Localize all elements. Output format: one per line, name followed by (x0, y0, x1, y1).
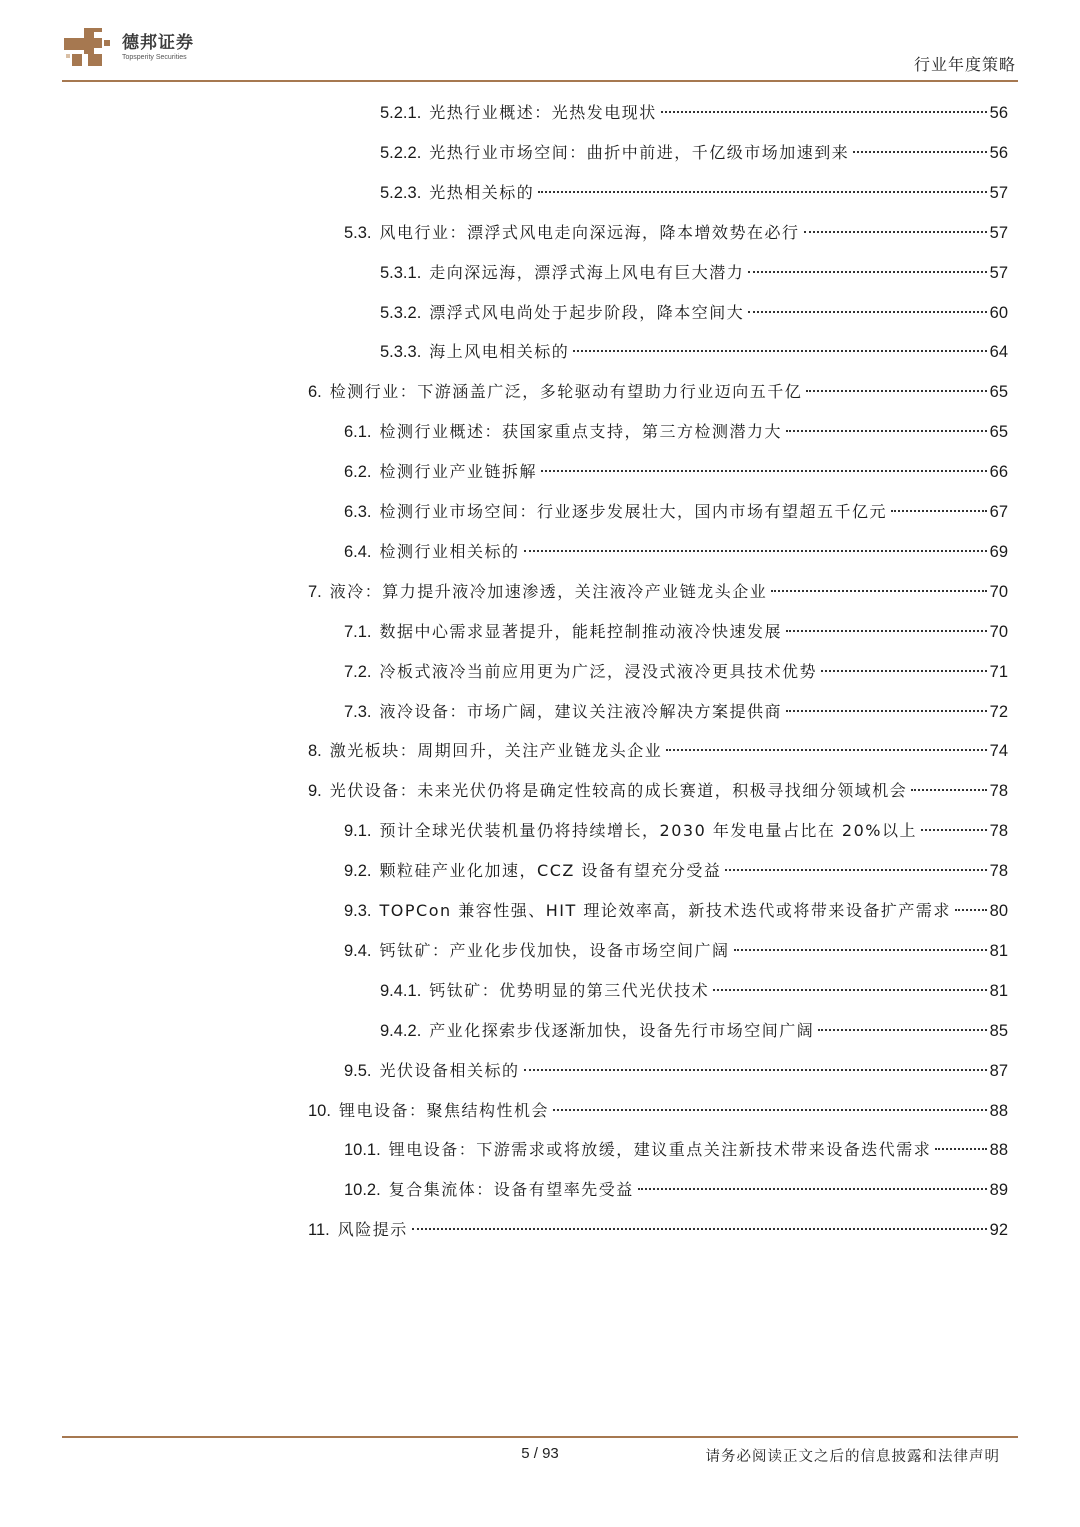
toc-entry-page: 56 (989, 104, 1008, 122)
toc-entry-number: 9.5. (344, 1061, 372, 1080)
logo-name-cn: 德邦证券 (122, 32, 194, 53)
toc-dot-leader (821, 670, 987, 672)
toc-entry-title: 激光板块：周期回升，关注产业链龙头企业 (329, 741, 663, 761)
toc-entry-title: 液冷设备：市场广阔，建议关注液冷解决方案提供商 (379, 701, 783, 721)
toc-entry-number: 5.2.1. (380, 104, 422, 122)
toc-entry-title: 光热相关标的 (429, 182, 535, 202)
toc-entry-title: 检测行业相关标的 (379, 541, 520, 561)
toc-entry-number: 6.2. (344, 463, 372, 482)
toc-entry[interactable] (380, 978, 1008, 1004)
toc-entry-page: 87 (989, 1061, 1008, 1080)
toc-dot-leader (911, 789, 986, 791)
toc-entry-number: 5.2.2. (380, 143, 422, 162)
toc-entry-title: 风电行业：漂浮式风电走向深远海，降本增效势在必行 (379, 222, 800, 242)
toc-dot-leader (891, 510, 987, 512)
toc-entry-page: 60 (989, 303, 1008, 322)
toc-entry-number: 9.3. (344, 902, 372, 920)
toc-dot-leader (771, 590, 986, 592)
toc-entry-page: 78 (989, 822, 1008, 841)
toc-entry-page: 74 (989, 742, 1008, 761)
toc-entry-title: 光伏设备：未来光伏仍将是确定性较高的成长赛道，积极寻找细分领域机会 (329, 781, 908, 801)
toc-entry-number: 10.1. (344, 1141, 381, 1160)
toc-dot-leader (806, 390, 986, 392)
toc-dot-leader (734, 949, 987, 951)
toc-entry[interactable] (344, 619, 1008, 645)
toc-entry-number: 6.1. (344, 423, 372, 442)
toc-dot-leader (553, 1109, 987, 1111)
toc-entry[interactable] (344, 818, 1008, 844)
toc-entry[interactable] (380, 339, 1008, 365)
toc-entry-page: 70 (989, 582, 1008, 601)
toc-entry[interactable] (380, 1018, 1008, 1044)
toc-entry-page: 78 (989, 782, 1008, 801)
toc-entry[interactable] (344, 1137, 1008, 1163)
toc-dot-leader (804, 231, 987, 233)
toc-entry-title: 检测行业产业链拆解 (379, 462, 538, 482)
toc-entry-page: 56 (989, 143, 1008, 162)
toc-entry[interactable] (344, 659, 1008, 685)
toc-entry[interactable] (308, 738, 1008, 764)
toc-entry-number: 6.4. (344, 542, 372, 561)
toc-entry-title: 复合集流体：设备有望率先受益 (388, 1180, 634, 1200)
toc-entry-title: 走向深远海，漂浮式海上风电有巨大潜力 (429, 262, 745, 282)
toc-entry[interactable] (344, 898, 1008, 924)
toc-dot-leader (725, 869, 986, 871)
toc-entry-title: 锂电设备：下游需求或将放缓，建议重点关注新技术带来设备迭代需求 (388, 1140, 932, 1160)
toc-entry[interactable] (380, 140, 1008, 166)
toc-entry-page: 92 (989, 1221, 1008, 1240)
toc-dot-leader (786, 630, 987, 632)
toc-entry-page: 64 (989, 343, 1008, 362)
toc-entry-page: 67 (989, 503, 1008, 521)
toc-entry-page: 57 (989, 263, 1008, 282)
toc-entry-page: 88 (989, 1101, 1008, 1120)
toc-dot-leader (573, 350, 986, 352)
toc-entry-number: 9.4.2. (380, 1021, 422, 1040)
toc-entry-page: 70 (989, 622, 1008, 641)
toc-entry[interactable] (308, 579, 1008, 605)
toc-entry-number: 5.2.3. (380, 183, 422, 202)
toc-entry[interactable] (380, 180, 1008, 206)
toc-dot-leader (748, 271, 986, 273)
toc-entry-page: 57 (989, 183, 1008, 202)
toc-dot-leader (524, 550, 987, 552)
toc-entry-title: 预计全球光伏装机量仍将持续增长，2030 年发电量占比在 20%以上 (379, 821, 917, 841)
toc-entry-title: 钙钛矿：优势明显的第三代光伏技术 (429, 980, 710, 1000)
toc-entry-title: TOPCon 兼容性强、HIT 理论效率高，新技术迭代或将带来设备扩产需求 (379, 901, 951, 920)
toc-entry-number: 9.4.1. (380, 981, 422, 1000)
toc-entry-number: 5.3. (344, 223, 372, 242)
toc-dot-leader (661, 111, 987, 113)
toc-dot-leader (955, 909, 987, 911)
toc-entry[interactable] (344, 1177, 1008, 1203)
toc-dot-leader (412, 1228, 987, 1230)
logo-mark-icon (62, 24, 116, 70)
toc-entry-page: 65 (989, 423, 1008, 442)
toc-entry[interactable] (344, 419, 1008, 445)
toc-entry-title: 检测行业市场空间：行业逐步发展壮大，国内市场有望超五千亿元 (379, 502, 888, 521)
toc-entry-page: 78 (989, 862, 1008, 881)
toc-dot-leader (935, 1148, 986, 1150)
toc-entry-number: 7.2. (344, 662, 372, 681)
toc-entry-number: 7.3. (344, 702, 372, 721)
toc-dot-leader (853, 151, 986, 153)
toc-entry-number: 10.2. (344, 1181, 381, 1200)
toc-entry-page: 71 (989, 662, 1008, 681)
toc-entry-number: 9.2. (344, 862, 372, 881)
toc-entry-page: 65 (989, 383, 1008, 402)
toc-entry-title: 产业化探索步伐逐渐加快，设备先行市场空间广阔 (429, 1020, 815, 1040)
toc-entry-title: 数据中心需求显著提升，能耗控制推动液冷快速发展 (379, 621, 783, 641)
toc-entry-number: 7.1. (344, 622, 372, 641)
toc-entry-title: 检测行业：下游涵盖广泛，多轮驱动有望助力行业迈向五千亿 (329, 382, 803, 402)
toc-entry-number: 6.3. (344, 503, 372, 521)
toc-entry-title: 锂电设备：聚焦结构性机会 (338, 1100, 549, 1120)
toc-entry[interactable] (344, 1058, 1008, 1084)
toc-entry-number: 9.1. (344, 822, 372, 841)
toc-entry[interactable] (344, 220, 1008, 246)
toc-entry-number: 8. (308, 742, 322, 761)
toc-entry[interactable] (344, 858, 1008, 884)
toc-dot-leader (921, 829, 987, 831)
toc-entry[interactable] (344, 499, 1008, 525)
toc-entry-page: 66 (989, 463, 1008, 482)
toc-entry-title: 检测行业概述：获国家重点支持，第三方检测潜力大 (379, 422, 783, 442)
toc-dot-leader (541, 470, 987, 472)
toc-entry-page: 69 (989, 542, 1008, 561)
toc-entry-title: 光热行业市场空间：曲折中前进，千亿级市场加速到来 (429, 142, 850, 162)
toc-dot-leader (748, 311, 986, 313)
toc-entry-number: 10. (308, 1101, 331, 1120)
toc-entry-number: 11. (308, 1221, 330, 1240)
toc-entry-title: 液冷：算力提升液冷加速渗透，关注液冷产业链龙头企业 (329, 581, 768, 601)
toc-entry-title: 颗粒硅产业化加速，CCZ 设备有望充分受益 (379, 861, 722, 881)
toc-dot-leader (538, 191, 986, 193)
toc-entry[interactable] (308, 778, 1008, 804)
toc-entry[interactable] (344, 699, 1008, 725)
toc-entry-page: 80 (989, 902, 1008, 920)
toc-entry-title: 光伏设备相关标的 (379, 1060, 520, 1080)
toc-entry[interactable] (308, 1098, 1008, 1124)
toc-entry-page: 88 (989, 1141, 1008, 1160)
toc-dot-leader (713, 989, 986, 991)
toc-entry-title: 钙钛矿：产业化步伐加快，设备市场空间广阔 (379, 940, 730, 960)
toc-entry-title: 漂浮式风电尚处于起步阶段，降本空间大 (429, 302, 745, 322)
toc-dot-leader (524, 1069, 987, 1071)
toc-entry-title: 光热行业概述：光热发电现状 (429, 103, 657, 122)
toc-entry-number: 6. (308, 383, 322, 402)
toc-entry-page: 57 (989, 223, 1008, 242)
toc-entry[interactable] (344, 539, 1008, 565)
toc-entry-page: 81 (989, 981, 1008, 1000)
toc-entry-title: 风险提示 (337, 1220, 408, 1240)
report-type: 行业年度策略 (913, 55, 1016, 74)
company-logo (62, 24, 194, 70)
toc-entry[interactable] (344, 938, 1008, 964)
disclaimer-text: 请务必阅读正文之后的信息披露和法律声明 (705, 1449, 1000, 1465)
footer-divider (62, 1436, 1018, 1438)
toc-dot-leader (786, 710, 987, 712)
header-divider (62, 80, 1018, 82)
toc-entry-page: 72 (989, 702, 1008, 721)
toc-entry-number: 7. (308, 582, 322, 601)
logo-text (122, 33, 194, 62)
toc-dot-leader (786, 430, 987, 432)
toc-entry[interactable] (308, 1217, 1008, 1243)
toc-entry-number: 9.4. (344, 941, 372, 960)
toc-entry-page: 85 (989, 1021, 1008, 1040)
page-indicator: 5 / 93 (521, 1445, 559, 1462)
toc-dot-leader (818, 1029, 986, 1031)
toc-dot-leader (638, 1188, 987, 1190)
toc-entry[interactable] (308, 379, 1008, 405)
toc-entry-number: 9. (308, 782, 322, 801)
toc-entry-number: 5.3.2. (380, 303, 422, 322)
toc-entry-page: 81 (989, 941, 1008, 960)
toc-entry-page: 89 (989, 1181, 1008, 1200)
toc-entry[interactable] (380, 300, 1008, 326)
toc-entry[interactable] (344, 459, 1008, 485)
toc-entry-title: 海上风电相关标的 (429, 342, 570, 362)
toc-entry-number: 5.3.1. (380, 263, 422, 282)
toc-entry-number: 5.3.3. (380, 343, 422, 362)
toc-entry[interactable] (380, 260, 1008, 286)
toc-entry[interactable] (380, 100, 1008, 126)
logo-name-en: Topsperity Securities (122, 53, 187, 61)
toc-entry-title: 冷板式液冷当前应用更为广泛，浸没式液冷更具技术优势 (379, 661, 818, 681)
toc-dot-leader (666, 749, 986, 751)
